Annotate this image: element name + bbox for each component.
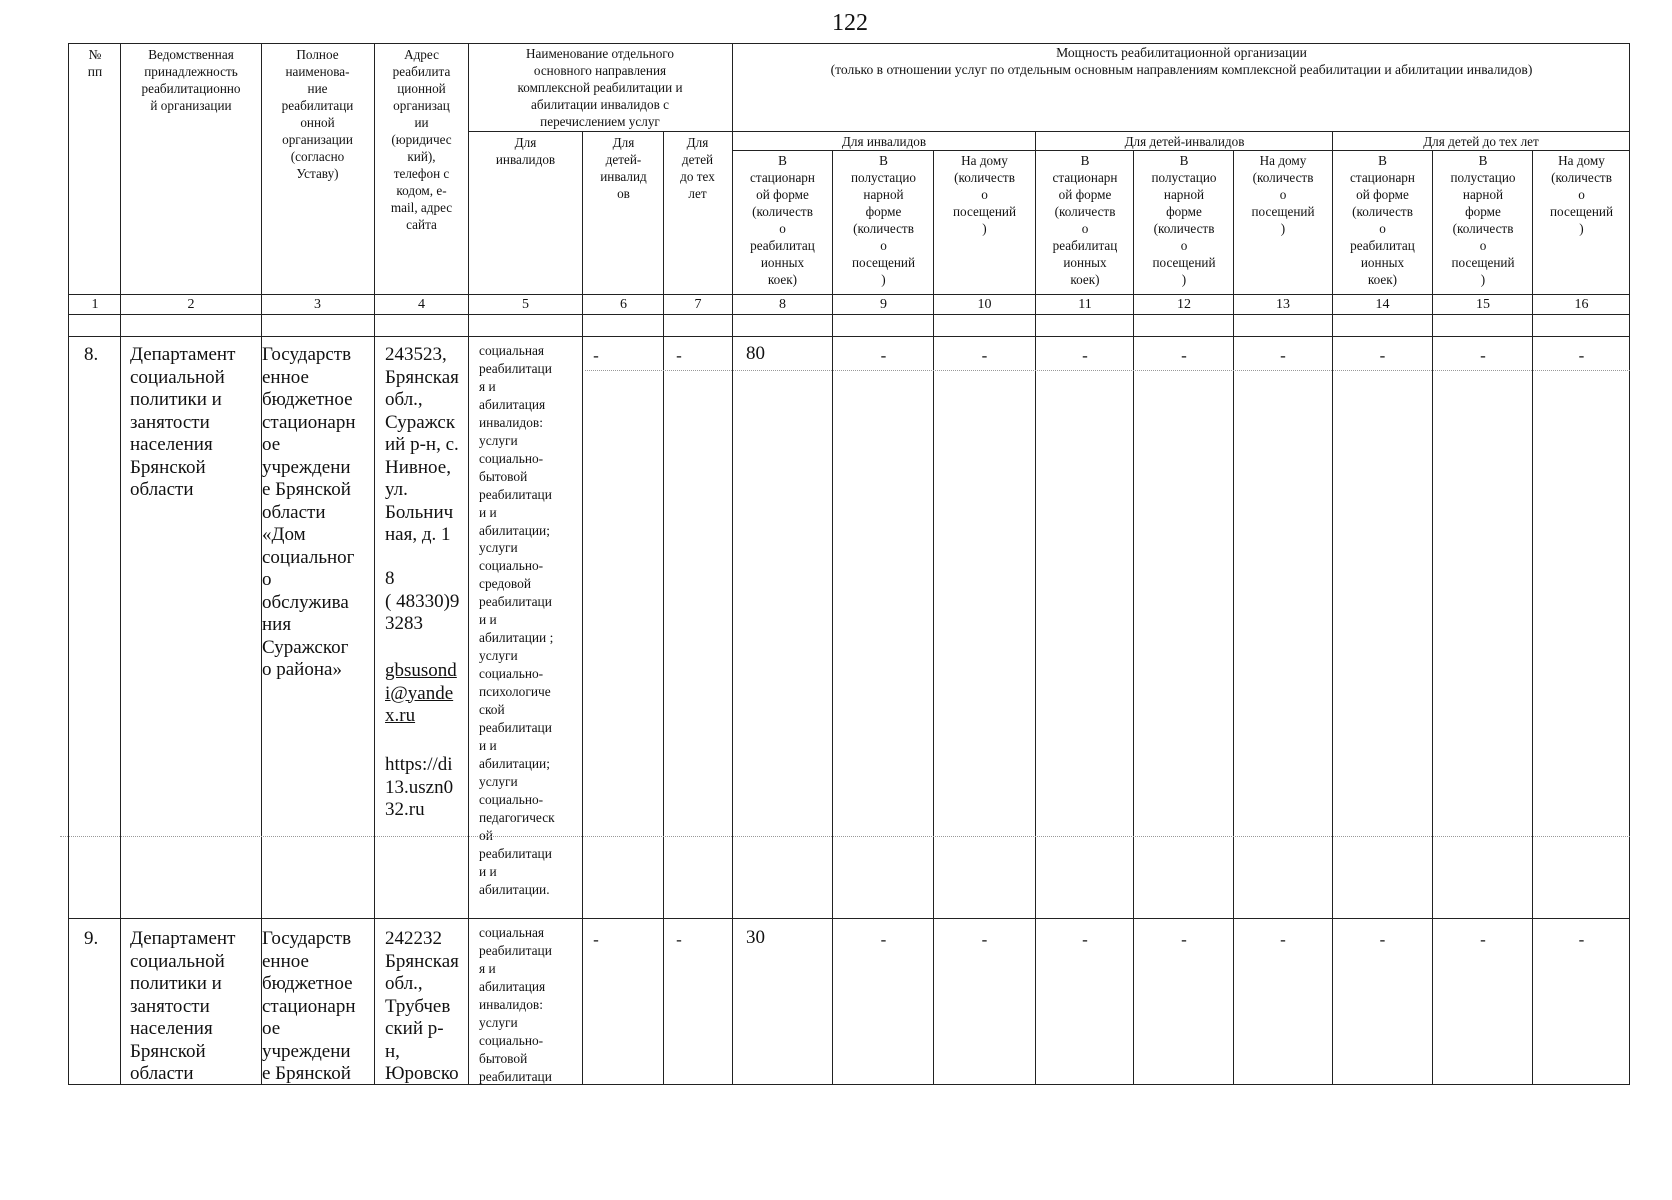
value-col11: - (1082, 346, 1088, 365)
header-col-number: № пп (87, 47, 103, 79)
colnum-2: 2 (187, 297, 195, 312)
value-col9: - (880, 930, 887, 949)
colnum-1: 1 (91, 297, 99, 312)
capacity-sub-6: На дому (количеств о посещений ) (1251, 153, 1315, 236)
row-phone: 8 ( 48330)9 3283 (385, 568, 460, 634)
header-services-children: Для детей- инвалид ов (600, 135, 647, 201)
row-site[interactable]: https://di 13.uszn0 32.ru (385, 754, 454, 820)
capacity-sub-4: В стационарн ой форме (количеств о реабилитац ионных коек) (1052, 153, 1118, 287)
value-col11: - (1082, 930, 1088, 949)
colnum-8: 8 (779, 297, 786, 312)
value-col12: - (1181, 346, 1187, 365)
row-department: Департамент социальной политики и занятости населения Брянской области (130, 344, 236, 500)
value-col15: - (1480, 346, 1486, 365)
value-col8: 80 (746, 343, 765, 364)
value-col14: - (1379, 346, 1386, 365)
capacity-group-children: Для детей-инвалидов (1124, 134, 1245, 149)
row-department: Департамент социальной политики и занятости населения Брянской области (130, 928, 236, 1084)
header-group-services: Наименование отдельного основного направления комплексной реабилитации и абилитации инвалидов с перечислением услуг (517, 46, 683, 129)
header-services-disabled: Для инвалидов (495, 135, 556, 167)
colnum-4: 4 (418, 297, 425, 312)
colnum-6: 6 (620, 297, 627, 312)
value-col16: - (1578, 930, 1585, 949)
colnum-7: 7 (694, 297, 702, 312)
grid-hline (68, 314, 1630, 315)
value-col8: 30 (746, 927, 765, 948)
header-col-address: Адрес реабилита ционной организац ии (юридичес кий), телефон с кодом, e- mail, адрес сайта (390, 47, 453, 232)
capacity-sub-9: На дому (количеств о посещений ) (1549, 153, 1614, 236)
header-col-full-name: Полное наименова- ние реабилитаци онной организации (согласно Уставу) (281, 47, 354, 181)
capacity-sub-2: В полустацио нарной форме (количеств о посещений ) (851, 153, 916, 287)
value-col15: - (1480, 930, 1486, 949)
scan-dots (585, 370, 1630, 371)
value-col12: - (1181, 930, 1187, 949)
colnum-11: 11 (1078, 297, 1092, 312)
page-number: 122 (832, 10, 868, 36)
row-address: 242232 Брянская обл., Трубчев ский р- н, Юровско (385, 928, 459, 1084)
grid-hline (732, 131, 1630, 132)
value-col7: - (676, 346, 682, 365)
scan-dots (60, 836, 1630, 837)
colnum-16: 16 (1574, 297, 1589, 312)
value-col7: - (676, 930, 682, 949)
value-col6: - (593, 346, 599, 365)
capacity-group-kids: Для детей до тех лет (1423, 134, 1539, 149)
value-col13: - (1280, 346, 1286, 365)
colnum-12: 12 (1177, 297, 1191, 312)
grid-vline (120, 43, 121, 1084)
capacity-sub-3: На дому (количеств о посещений ) (952, 153, 1017, 236)
row-address: 243523, Брянская обл., Суражск ий р-н, с. Нивное, ул. Больнич ная, д. 1 (385, 344, 459, 545)
header-group-capacity: Мощность реабилитационной организации (только в отношении услуг по отдельным основным направлениям комплексной реабилитации и абилитации инвалидов) (830, 45, 1533, 77)
row-number: 8. (84, 344, 99, 365)
colnum-15: 15 (1476, 297, 1490, 312)
value-col10: - (981, 346, 988, 365)
row-number: 9. (84, 928, 99, 949)
grid-hline (68, 918, 1630, 919)
header-col-department: Ведомственная принадлежность реабилитационно й организации (141, 47, 241, 113)
capacity-sub-1: В стационарн ой форме (количеств о реабилитац ионных коек) (750, 153, 815, 287)
value-col9: - (880, 346, 887, 365)
value-col14: - (1379, 930, 1386, 949)
colnum-9: 9 (880, 297, 887, 312)
header-services-kids: Для детей до тех лет (680, 135, 715, 201)
value-col16: - (1578, 346, 1585, 365)
colnum-14: 14 (1375, 297, 1390, 312)
row-services: социальная реабилитаци я и абилитация инвалидов: услуги социально- бытовой реабилитаци и и абилитации; услуги социально- средовой реабилитаци и и абилитации ; услуги социально- психологиче ской реабилитаци и и абилитации; услуги социально- педагогическ ой реабилитаци и и абилитации. (479, 343, 555, 897)
value-col6: - (593, 930, 599, 949)
row-email: gbsusond i@yande x.ru (385, 660, 457, 726)
grid-hline (68, 336, 1630, 337)
colnum-3: 3 (314, 297, 321, 312)
grid-hline (68, 294, 1630, 295)
capacity-sub-5: В полустацио нарной форме (количеств о посещений ) (1151, 153, 1217, 287)
grid-hline (468, 131, 732, 132)
colnum-10: 10 (977, 297, 992, 312)
colnum-13: 13 (1276, 297, 1290, 312)
capacity-sub-7: В стационарн ой форме (количеств о реабилитац ионных коек) (1350, 153, 1415, 287)
row-services: социальная реабилитаци я и абилитация инвалидов: услуги социально- бытовой реабилитаци (479, 925, 552, 1084)
capacity-sub-8: В полустацио нарной форме (количеств о посещений ) (1450, 153, 1516, 287)
colnum-5: 5 (522, 297, 529, 312)
value-col13: - (1280, 930, 1286, 949)
capacity-group-disabled: Для инвалидов (841, 134, 927, 149)
row-full-name: Государств енное бюджетное стационарн ое учреждени е Брянской области «Дом социальног о обслужива ния Суражског о района» (262, 344, 356, 680)
value-col10: - (981, 930, 988, 949)
row-full-name: Государств енное бюджетное стационарн ое учреждени е Брянской (262, 928, 356, 1084)
